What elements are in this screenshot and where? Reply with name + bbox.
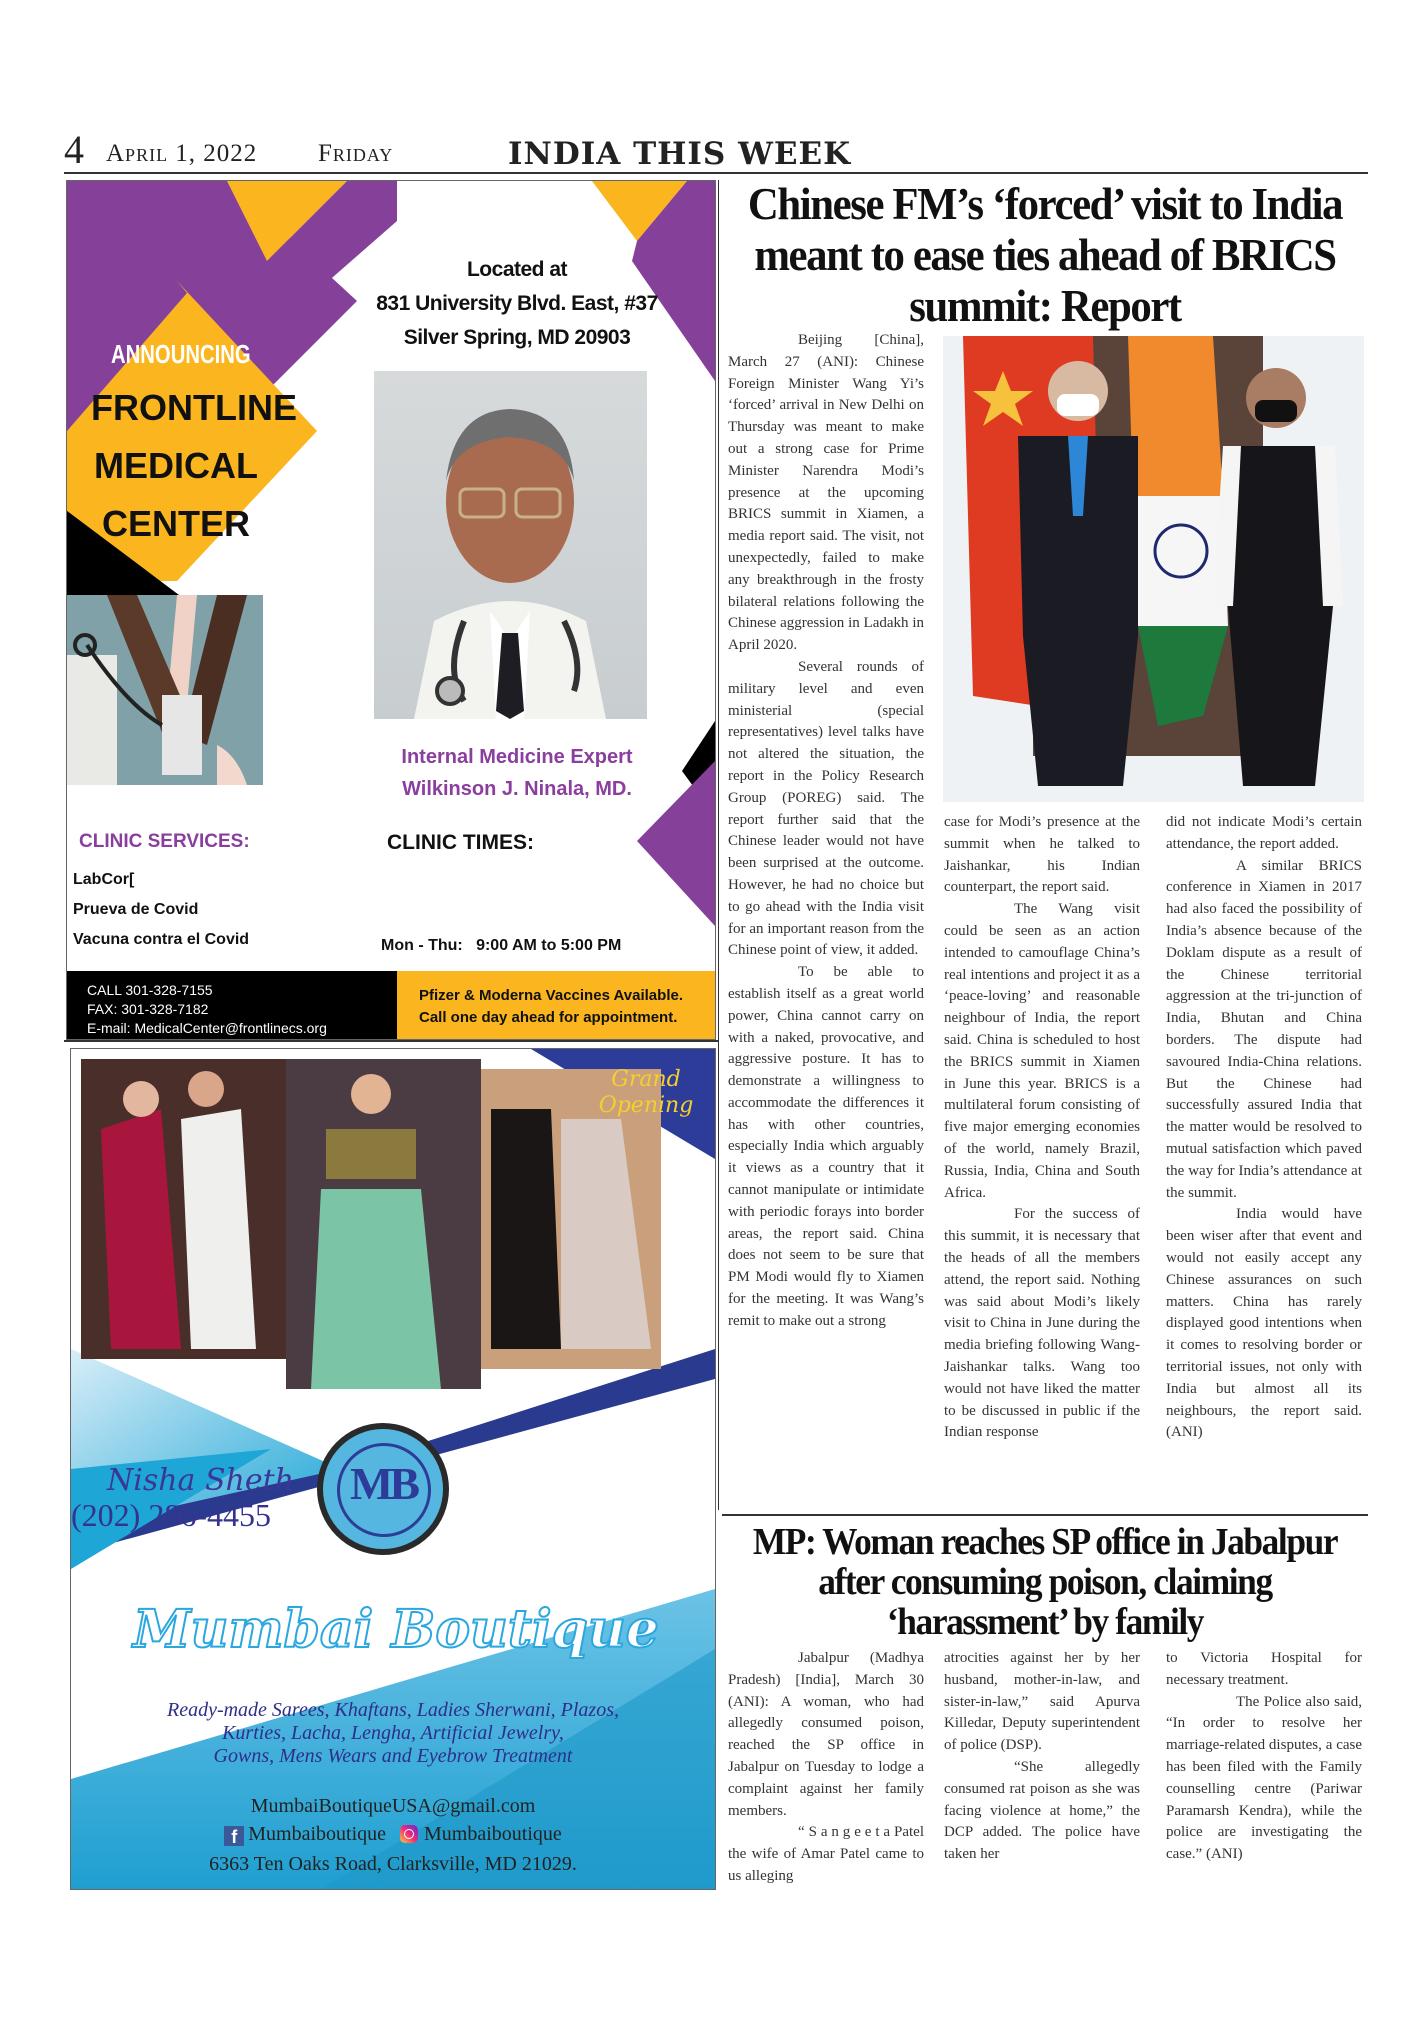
paragraph: The Wang visit could be seen as an action intended to camouflage China’s real intentions and project it as a ‘peace-loving’ and reasonable neighbour of India, the report said. China is scheduled to host the BRICS summit in Xiamen in June this year. BRICS is a multilateral forum consisting of five major emerging economies of the world, namely Brazil, Russia, India, China and South Africa. [944,901,1140,1201]
contact-email: E-mail: MedicalCenter@frontlinecs.org [87,1020,327,1036]
article-1-column-3 [1166,812,1362,1444]
paragraph: Jabalpur (Madhya Pradesh) [India], March 30 (ANI): A woman, who had allegedly consumed poison, reached the SP office in Jabalpur on Tuesday to lodge a complaint against her family members. [728,1650,924,1819]
facebook-icon: f [224,1826,244,1846]
paragraph: India would have been wiser after that event and would not easily accept any Chinese assurances on such matters. China has rarely displayed good intentions when it comes to resolving border or territorial issues, not only with India but almost all its neighbours, the report said. (ANI) [1166,1206,1362,1441]
vaccine-box [397,971,715,1039]
clinic-name-line: CENTER [101,503,250,544]
mb-logo [323,1429,443,1549]
article-1-headline: Chinese FM’s ‘forced’ visit to India meant to ease ties ahead of BRICS summit: Report [747,178,1343,331]
boutique-title: Mumbai Boutique [133,1599,659,1660]
paragraph: atrocities against her by her husband, mother-in-law, and sister-in-law,” said Apurva Killedar, Deputy superintendent of police (DSP). [944,1650,1140,1754]
service-item: LabCor[ [73,871,135,888]
description-line: Ready-made Sarees, Khaftans, Ladies Sherwani, Plazos, [166,1699,619,1721]
ministers-photo [943,336,1364,802]
paragraph: to Victoria Hospital for necessary treatment. [1166,1650,1362,1688]
boutique-email: MumbaiBoutiqueUSA@gmail.com [250,1795,536,1817]
vaccine-line-1: Pfizer & Moderna Vaccines Available. [419,987,683,1004]
doctor-photo [374,371,647,719]
facebook-handle: Mumbaiboutique [248,1823,386,1845]
issue-day: Friday [318,140,394,167]
located-label: Located at [466,258,568,281]
vaccine-line-2: Call one day ahead for appointment. [419,1009,678,1026]
paragraph: For the success of this summit, it is necessary that the heads of all the members attend, the report said. Nothing was said about Modi’s likely visit to China in June during the media briefing following Wang-Jaishankar talks. Wang too would not have liked the matter to be discussed in public if the Indian response [944,1206,1140,1441]
grand-label: Grand [611,1067,681,1092]
service-item: Prueva de Covid [73,901,199,918]
paragraph: did not indicate Modi’s certain attendance, the report added. [1166,814,1362,852]
social-links [71,1823,715,1846]
call-number: CALL 301-328-7155 [87,982,213,998]
article-1-column-2 [944,812,1140,1444]
instagram-icon [400,1825,418,1843]
clinic-name-line: FRONTLINE [91,387,297,428]
newspaper-name: INDIA THIS WEEK [508,136,852,172]
blood-pressure-illustration [67,595,263,785]
article-2-column-1 [728,1648,924,1888]
page-number: 4 [64,127,84,172]
logo-text: MB [349,1458,417,1509]
opening-label: Opening [598,1093,694,1118]
services-title: CLINIC SERVICES: [79,831,250,852]
article-1-column-1 [728,330,924,1333]
paragraph: Several rounds of military level and even ministerial (special representatives) level talks have not altered the situation, the report in the Policy Research Group (POREG) said. The report further said that the Chinese leader would not have been surprised at the outcome. However, he had no choice but to go ahead with the India visit for an important reason from the Chinese point of view, it added. [728,658,924,959]
service-item: Vacuna contra el Covid [73,931,250,948]
boutique-address: 6363 Ten Oaks Road, Clarksville, MD 21029. [209,1853,577,1875]
paragraph: To be able to establish itself as a great world power, China cannot carry on with a naked, provocative, and aggressive posture. It has to demonstrate a willingness to accommodate the differences it has with other countries, especially India which arguably it views as a country that it cannot manipulate or intimidate with periodic forays into border areas, the report said. China does not seem to be sure that PM Modi would fly to Xiamen for the meeting. It was Wang’s remit to make out a strong [728,964,924,1329]
expert-title: Internal Medicine Expert [401,746,633,768]
column-divider [718,180,719,1510]
doctor-illustration [374,371,647,719]
owner-name: Nisha Sheth [107,1463,294,1498]
doctor-name: Wilkinson J. Ninala, MD. [402,778,632,800]
description-line: Kurties, Lacha, Lengha, Artificial Jewelry, [222,1722,564,1744]
clinic-name [91,379,297,553]
description-line: Gowns, Mens Wears and Eyebrow Treatment [213,1745,573,1767]
instagram-handle: Mumbaiboutique [424,1823,562,1845]
article-1-photo [943,336,1364,802]
address-line-1: 831 University Blvd. East, #37 [376,292,658,315]
frontline-medical-ad [66,180,716,1040]
ad-divider [64,1040,718,1042]
blood-pressure-photo [67,595,263,785]
boutique-phone: (202) 286-4455 [71,1497,271,1533]
issue-date: April 1, 2022 [106,140,258,167]
article-divider [722,1514,1368,1516]
location-block [367,253,667,355]
paragraph: case for Modi’s presence at the summit when he talked to Jaishankar, his Indian counterpart, the report said. [944,814,1140,896]
contact-box [67,971,397,1039]
doctor-credentials [387,741,647,805]
services-list [73,865,249,955]
paragraph: The Police also said, “In order to resolve her marriage-related disputes, a case has been filed with the Family counselling centre (Pariwar Paramarsh Kendra), while the police are investigating the case.” (ANI) [1166,1693,1362,1863]
fax-number: FAX: 301-328-7182 [87,1001,209,1017]
boutique-description [91,1699,695,1768]
paragraph: “ S a n g e e t a Patel the wife of Amar Patel came to us alleging [728,1824,924,1884]
article-2-headline: MP: Woman reaches SP office in Jabalpur after consuming poison, claiming ‘harassment’ by family [752,1521,1338,1643]
announcing-label: ANNOUNCING [111,339,251,369]
times-item: Mon - Thu: 9:00 AM to 5:00 PM [381,937,622,954]
article-2-column-2 [944,1648,1140,1866]
masthead-rule [64,172,1368,174]
address-line-2: Silver Spring, MD 20903 [403,326,631,349]
mumbai-boutique-ad [70,1048,716,1890]
grand-opening [591,1067,701,1119]
paragraph: Beijing [China], March 27 (ANI): Chinese Foreign Minister Wang Yi’s ‘forced’ arrival in New Delhi on Thursday was meant to make out a strong case for Prime Minister Narendra Modi’s presence at the upcoming BRICS summit in Xiamen, a media report said. The visit, not unexpectedly, failed to make any breakthrough in the frosty bilateral relations following the Chinese aggression in Ladakh in April 2020. [728,332,924,654]
paragraph: “She allegedly consumed rat poison as she was facing violence at home,” the DCP added. The police have taken her [944,1758,1140,1863]
times-title: CLINIC TIMES: [387,831,534,854]
clinic-name-line: MEDICAL [94,445,258,486]
article-2-column-3 [1166,1648,1362,1866]
paragraph: A similar BRICS conference in Xiamen in 2017 had also faced the possibility of India’s absence because of the Doklam dispute as a result of the Chinese territorial aggression at the tri-junction of India, Bhutan and China borders. The dispute had savoured India-China relations. But the Chinese had successfully assured India that the matter would be resolved to mutual satisfaction which paved the way for India’s attendance at the summit. [1166,857,1362,1201]
